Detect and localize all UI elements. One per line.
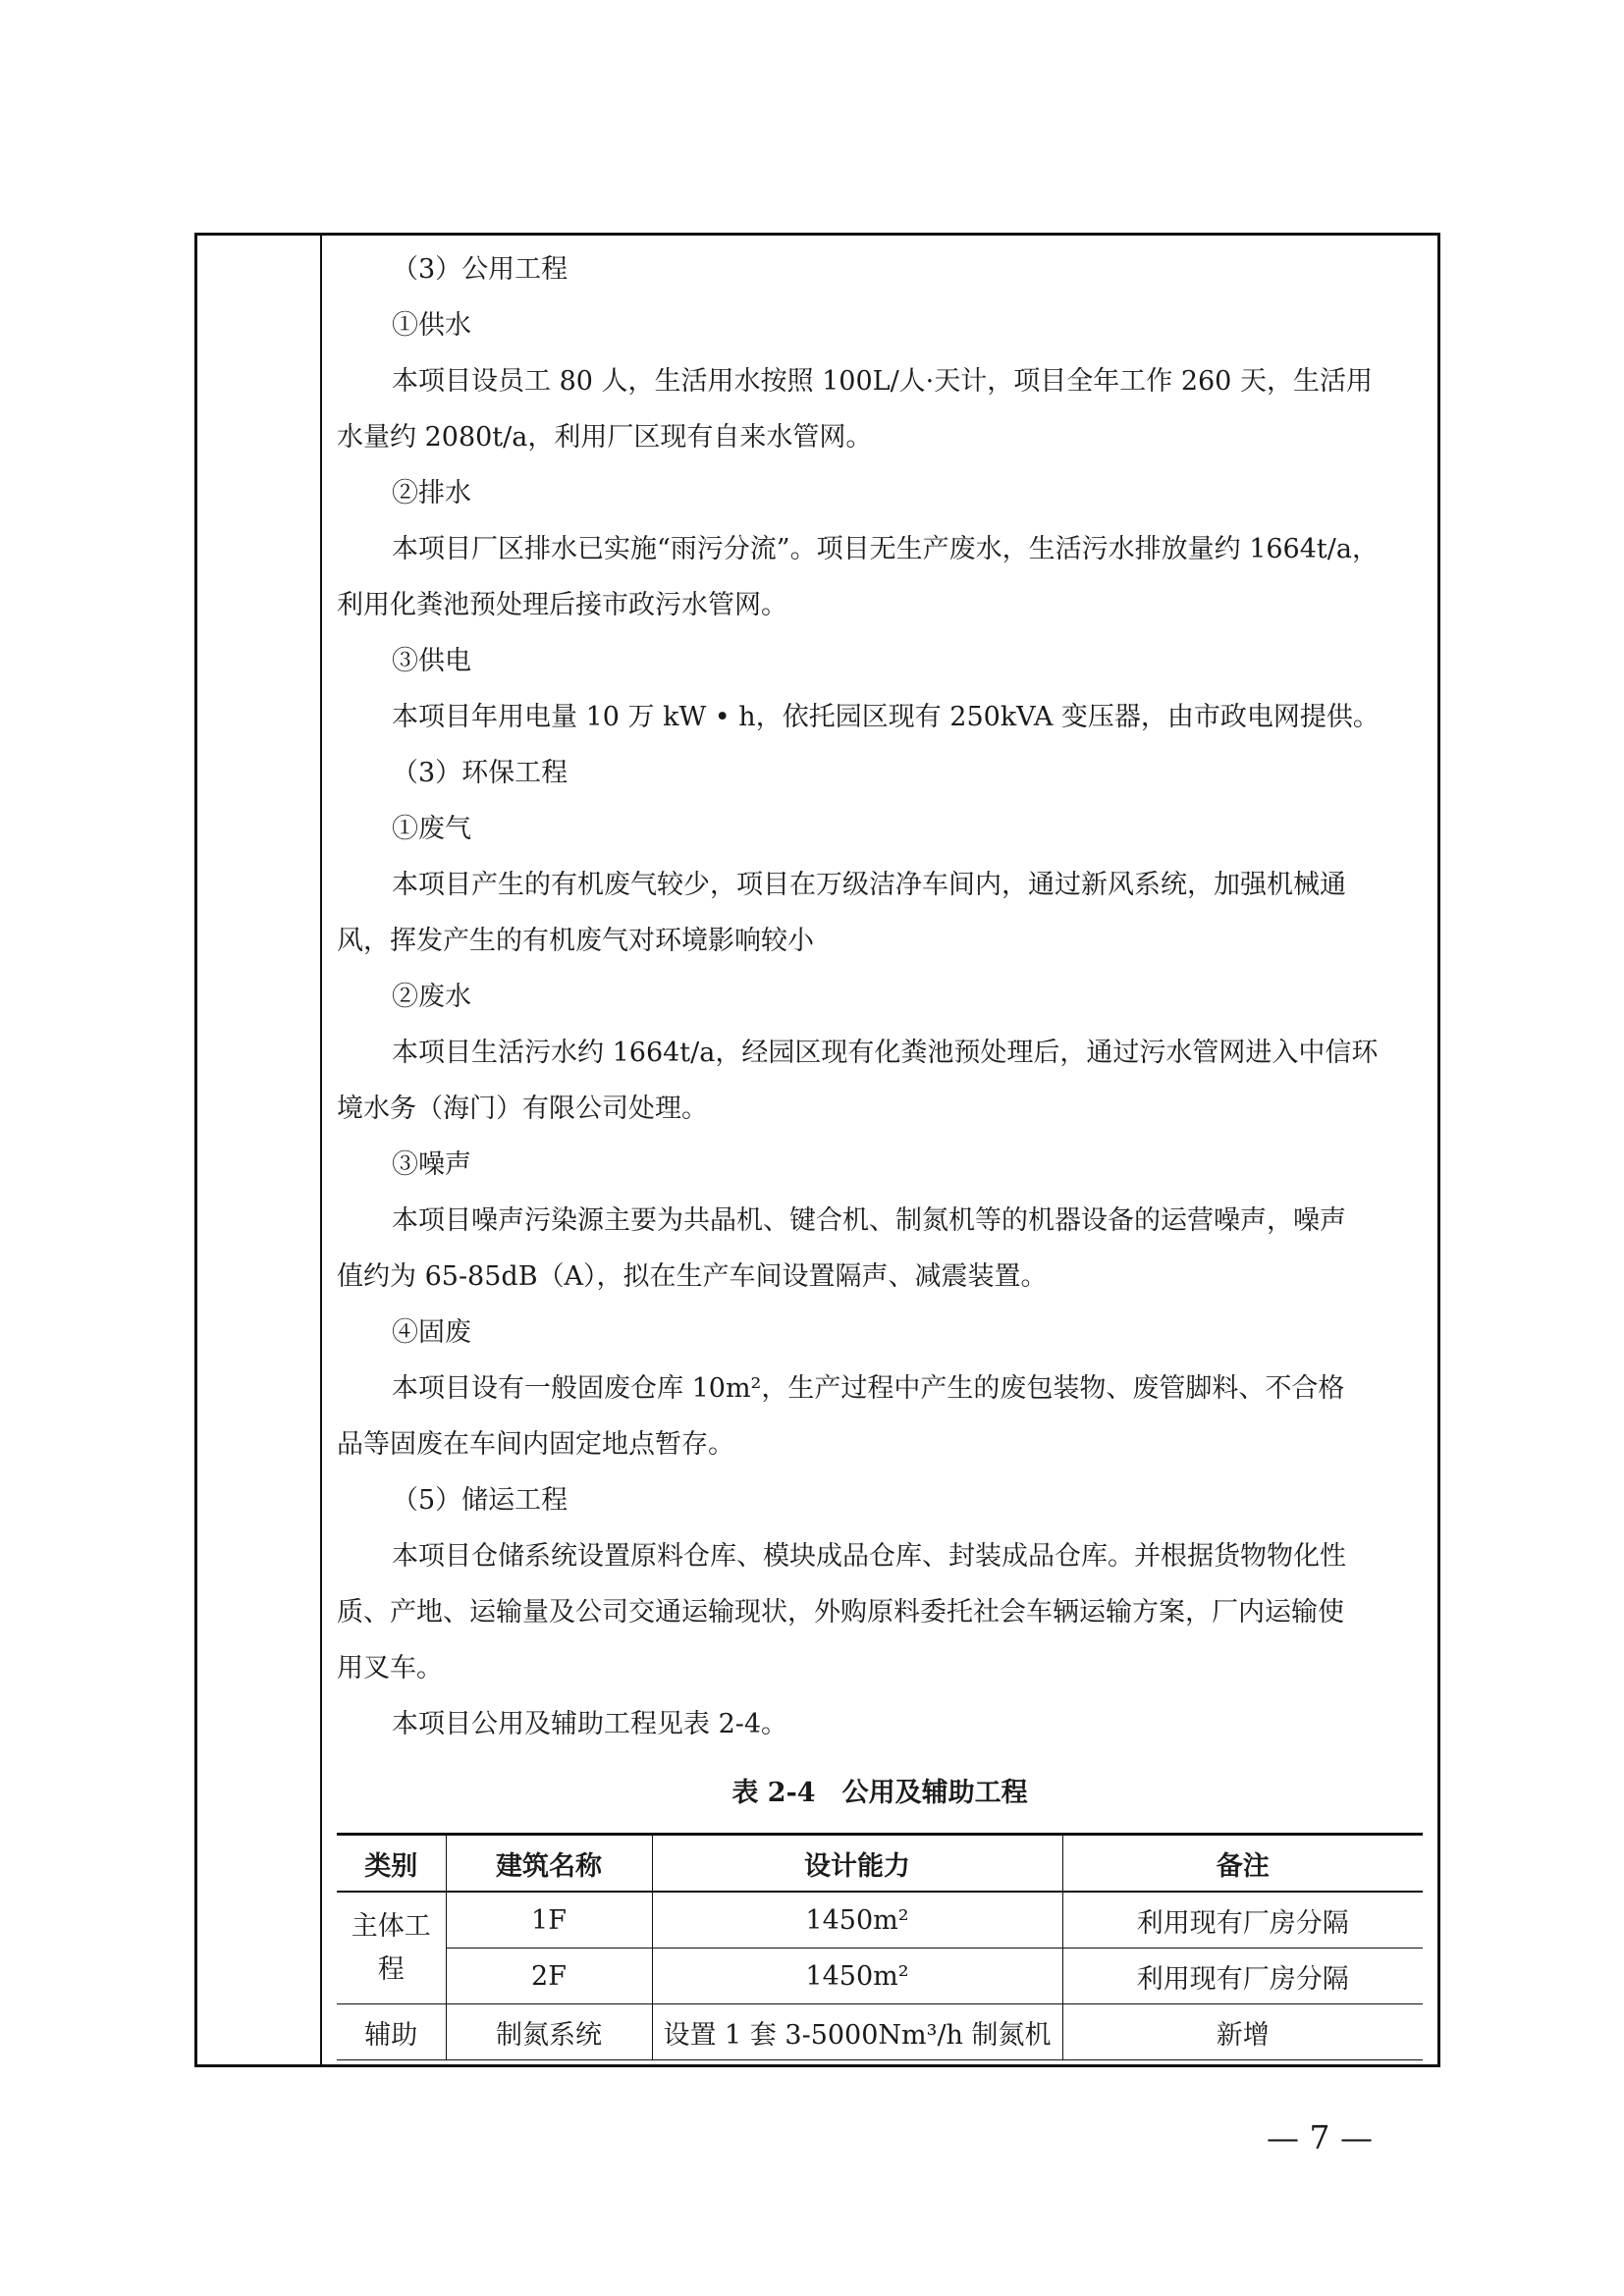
table-header-row bbox=[337, 1835, 1423, 1893]
subheading-noise: ③噪声 bbox=[392, 1149, 471, 1180]
paragraph-line: 本项目厂区排水已实施“雨污分流”。项目无生产废水，生活污水排放量约 1664t/a， bbox=[392, 534, 1379, 564]
paragraph-line: 本项目仓储系统设置原料仓库、模块成品仓库、封装成品仓库。并根据货物物化性 bbox=[392, 1541, 1346, 1572]
utility-auxiliary-table bbox=[337, 1833, 1423, 2060]
subheading-waste-gas: ①废气 bbox=[392, 814, 471, 844]
column-divider bbox=[320, 236, 322, 2064]
header-building-name: 建筑名称 bbox=[446, 1835, 652, 1893]
paragraph-line: 用叉车。 bbox=[337, 1653, 443, 1683]
header-design-capacity: 设计能力 bbox=[652, 1835, 1062, 1893]
heading-environmental-works: （3）环保工程 bbox=[392, 758, 568, 788]
paragraph-line: 利用化粪池预处理后接市政污水管网。 bbox=[337, 590, 787, 620]
note-cell: 利用现有厂房分隔 bbox=[1062, 1949, 1423, 2004]
form-frame bbox=[194, 233, 1440, 2067]
category-cell: 辅助 bbox=[337, 2004, 446, 2060]
header-remarks: 备注 bbox=[1062, 1835, 1423, 1893]
paragraph-line: 本项目噪声污染源主要为共晶机、键合机、制氮机等的机器设备的运营噪声，噪声 bbox=[392, 1205, 1346, 1236]
subheading-drainage: ②排水 bbox=[392, 478, 471, 508]
subheading-solid-waste: ④固废 bbox=[392, 1317, 471, 1348]
table-caption: 表 2-4 公用及辅助工程 bbox=[731, 1778, 1028, 1808]
subheading-power-supply: ③供电 bbox=[392, 646, 471, 676]
capacity-cell: 1450m² bbox=[652, 1892, 1062, 1949]
note-cell: 利用现有厂房分隔 bbox=[1062, 1892, 1423, 1949]
category-cell: 主体工程 bbox=[337, 1892, 446, 2004]
table-row bbox=[337, 1949, 1423, 2004]
paragraph-line: 风，挥发产生的有机废气对环境影响较小 bbox=[337, 926, 814, 956]
page-number: — 7 — bbox=[1267, 2118, 1373, 2157]
table-row bbox=[337, 1892, 1423, 1949]
heading-storage-transport: （5）储运工程 bbox=[392, 1485, 568, 1516]
paragraph-line: 水量约 2080t/a，利用厂区现有自来水管网。 bbox=[337, 422, 873, 453]
paragraph-line: 品等固废在车间内固定地点暂存。 bbox=[337, 1429, 734, 1460]
table-row bbox=[337, 2004, 1423, 2060]
paragraph-line: 质、产地、运输量及公司交通运输现状，外购原料委托社会车辆运输方案，厂内运输使 bbox=[337, 1597, 1344, 1628]
capacity-cell: 1450m² bbox=[652, 1949, 1062, 2004]
header-category: 类别 bbox=[337, 1835, 446, 1893]
paragraph-line: 值约为 65-85dB（A），拟在生产车间设置隔声、减震装置。 bbox=[337, 1261, 1048, 1292]
name-cell: 2F bbox=[446, 1949, 652, 2004]
capacity-cell: 设置 1 套 3-5000Nm³/h 制氮机 bbox=[652, 2004, 1062, 2060]
paragraph-line: 本项目产生的有机废气较少，项目在万级洁净车间内，通过新风系统，加强机械通 bbox=[392, 870, 1346, 900]
name-cell: 制氮系统 bbox=[446, 2004, 652, 2060]
subheading-water-supply: ①供水 bbox=[392, 310, 471, 341]
note-cell: 新增 bbox=[1062, 2004, 1423, 2060]
heading-utility-works: （3）公用工程 bbox=[392, 254, 568, 285]
name-cell: 1F bbox=[446, 1892, 652, 1949]
paragraph-line: 本项目年用电量 10 万 kW • h，依托园区现有 250kVA 变压器，由市政电网提供。 bbox=[392, 702, 1380, 732]
paragraph-line: 本项目设有一般固废仓库 10m²，生产过程中产生的废包装物、废管脚料、不合格 bbox=[392, 1373, 1345, 1404]
paragraph-line: 境水务（海门）有限公司处理。 bbox=[337, 1094, 708, 1124]
paragraph-line: 本项目设员工 80 人，生活用水按照 100L/人·天计，项目全年工作 260 天，生活用 bbox=[392, 366, 1373, 397]
paragraph-line: 本项目生活污水约 1664t/a，经园区现有化粪池预处理后，通过污水管网进入中信环 bbox=[392, 1038, 1379, 1068]
subheading-waste-water: ②废水 bbox=[392, 982, 471, 1012]
paragraph-line: 本项目公用及辅助工程见表 2-4。 bbox=[392, 1709, 788, 1739]
